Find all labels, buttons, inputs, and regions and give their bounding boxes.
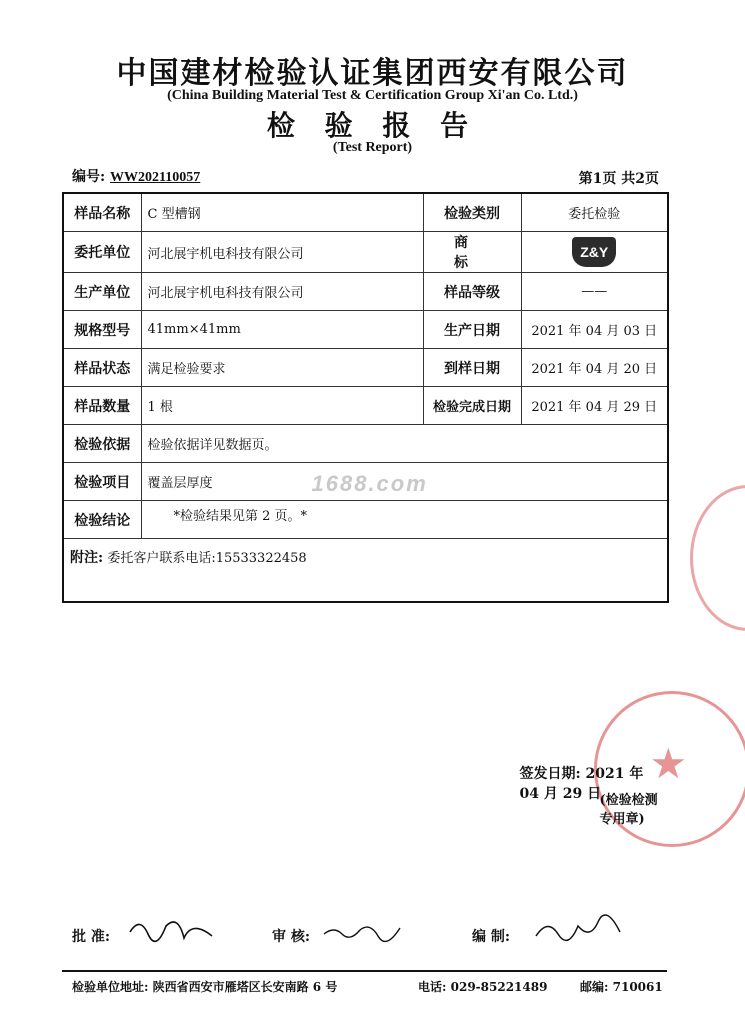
sample-name-label: 样品名称: [63, 193, 141, 232]
inspect-type-value: 委托检验: [521, 193, 668, 232]
phone-value: 029-85221489: [450, 980, 548, 994]
review-signature-icon: [322, 916, 402, 944]
state-value: 满足检验要求: [141, 349, 423, 387]
basis-label: 检验依据: [63, 425, 141, 463]
table-row: [63, 539, 668, 603]
brand-logo-icon: Z&Y: [572, 237, 616, 267]
grade-label: 样品等级: [423, 273, 521, 311]
basis-value: 检验依据详见数据页。: [141, 425, 668, 463]
footer-address: [72, 978, 337, 995]
footer-zip: [580, 978, 663, 995]
table-row: [63, 349, 668, 387]
inspect-type-label: 检验类别: [423, 193, 521, 232]
serial-number: [72, 166, 200, 186]
edit-signature-icon: [532, 914, 622, 946]
grade-value: ——: [521, 273, 668, 311]
prod-date-value: 2021 年 04 月 03 日: [521, 311, 668, 349]
issue-date-value: 2021 年 04 月 29 日: [519, 766, 644, 802]
finish-date-value: 2021 年 04 月 29 日: [521, 387, 668, 425]
footer-phone: [418, 978, 547, 995]
remark-label: 附注:: [70, 550, 104, 566]
brand-label: 商 标: [423, 232, 521, 273]
arrive-date-label: 到样日期: [423, 349, 521, 387]
state-label: 样品状态: [63, 349, 141, 387]
table-row: [63, 501, 668, 539]
table-row: [63, 311, 668, 349]
page-count: 第1页 共2页: [578, 171, 659, 187]
serial-label: 编号:: [72, 169, 106, 185]
remark-cell: [63, 539, 668, 603]
company-title-en: (China Building Material Test & Certification Group Xi'an Co. Ltd.): [167, 88, 578, 103]
item-value: 覆盖层厚度: [141, 463, 668, 501]
seal-star-icon: ★: [649, 739, 688, 788]
qty-label: 样品数量: [63, 387, 141, 425]
finish-date-label: 检验完成日期: [423, 387, 521, 425]
review-label: 审 核:: [272, 929, 311, 945]
side-seal-icon: [690, 485, 745, 631]
company-title-cn: 中国建材检验认证集团西安有限公司: [116, 56, 629, 91]
edit-label: 编 制:: [472, 929, 511, 945]
qty-value: 1 根: [141, 387, 423, 425]
conclusion-label: 检验结论: [63, 501, 141, 539]
item-label: 检验项目: [63, 463, 141, 501]
table-row: [63, 273, 668, 311]
approve-signature-icon: [126, 912, 216, 946]
conclusion-note: *检验结果见第 2 页。*: [173, 509, 308, 524]
phone-label: 电话:: [418, 980, 447, 994]
spec-label: 规格型号: [63, 311, 141, 349]
table-row: [63, 232, 668, 273]
client-value: 河北展宇机电科技有限公司: [141, 232, 423, 273]
producer-label: 生产单位: [63, 273, 141, 311]
seal-usage-note: (检验检测专用章): [599, 793, 658, 827]
client-label: 委托单位: [63, 232, 141, 273]
table-row: [63, 193, 668, 232]
arrive-date-value: 2021 年 04 月 20 日: [521, 349, 668, 387]
table-row: [63, 387, 668, 425]
watermark-site: 1688.com: [311, 471, 428, 496]
prod-date-label: 生产日期: [423, 311, 521, 349]
issue-date-label: 签发日期:: [519, 766, 581, 782]
remark-value: 委托客户联系电话:15533322458: [107, 551, 307, 566]
brand-cell: [521, 232, 668, 273]
address-value: 陕西省西安市雁塔区长安南路 6 号: [152, 980, 338, 994]
report-title-cn: 检 验 报 告: [266, 109, 479, 142]
approve-label: 批 准:: [72, 929, 111, 945]
footer-divider: [62, 970, 667, 972]
zip-label: 邮编:: [580, 980, 609, 994]
address-label: 检验单位地址:: [72, 980, 149, 994]
producer-value: 河北展宇机电科技有限公司: [141, 273, 423, 311]
report-table: [62, 192, 688, 827]
table-row: [63, 425, 668, 463]
spec-value: 41mm×41mm: [141, 311, 423, 349]
serial-value: WW202110057: [110, 170, 201, 185]
report-title-en: (Test Report): [332, 140, 413, 155]
zip-value: 710061: [612, 980, 663, 994]
sample-name-value: C 型槽钢: [141, 193, 423, 232]
